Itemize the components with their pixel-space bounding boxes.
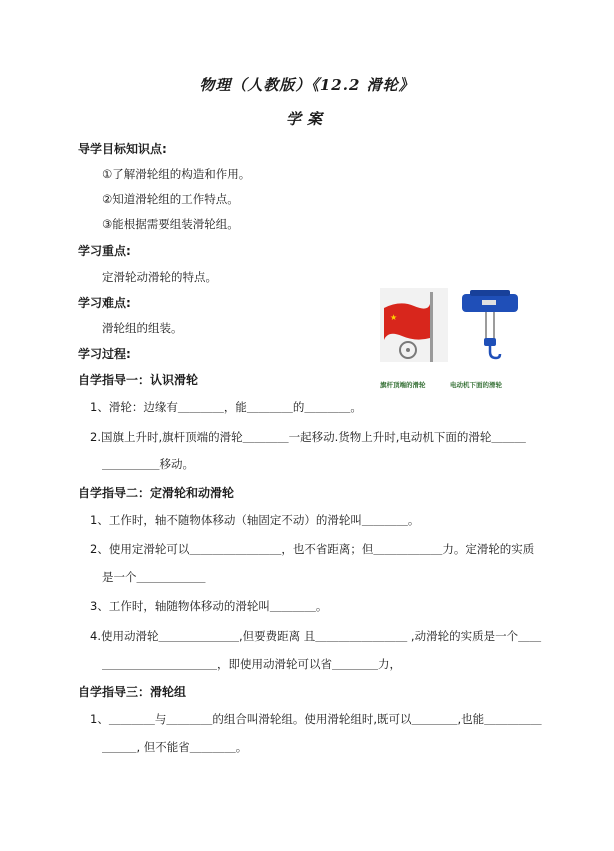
question-line: ＿＿＿＿＿＿＿＿＿＿，即使用动滑轮可以省＿＿＿＿力， [102, 657, 401, 671]
goals-heading: 导学目标知识点: [78, 142, 167, 156]
electric-hoist-image [456, 288, 524, 362]
difficulty-heading: 学习难点: [78, 296, 131, 310]
svg-text:★: ★ [390, 313, 398, 322]
figure-caption-left: 旗杆顶端的滑轮 [380, 381, 426, 389]
question-line: ＿＿＿＿＿移动。 [102, 457, 194, 471]
figure-caption-right: 电动机下面的滑轮 [450, 381, 502, 389]
question-line: 1、工作时，轴不随物体移动（轴固定不动）的滑轮叫＿＿＿＿。 [90, 513, 420, 527]
question-line: 1、滑轮：边缘有＿＿＿＿，能＿＿＿＿的＿＿＿＿。 [90, 400, 362, 414]
question-line: ＿＿＿, 但不能省＿＿＿＿。 [102, 740, 248, 754]
question-line: 4.使用动滑轮＿＿＿＿＿＿＿,但要费距离 且＿＿＿＿＿＿＿＿ ,动滑轮的实质是一个＿＿ [90, 629, 542, 643]
question-line: 是一个＿＿＿＿＿＿ [102, 570, 206, 584]
guide2-heading: 自学指导二：定滑轮和动滑轮 [78, 486, 235, 500]
difficulty-text: 滑轮组的组装。 [102, 321, 183, 335]
key-points-text: 定滑轮动滑轮的特点。 [102, 270, 217, 284]
pulley-figure [380, 288, 528, 390]
guide3-heading: 自学指导三：滑轮组 [78, 685, 187, 699]
flag-pulley-image [380, 288, 448, 362]
goal-item: ②知道滑轮组的工作特点。 [102, 192, 239, 206]
page-title: 物理（人教版）《12.2 滑轮》 [199, 76, 415, 94]
page-subtitle: 学案 [285, 110, 328, 128]
question-line: 2、使用定滑轮可以＿＿＿＿＿＿＿＿，也不省距离；但＿＿＿＿＿＿力。定滑轮的实质 [90, 542, 535, 556]
process-heading: 学习过程: [78, 347, 131, 361]
question-line: 1、＿＿＿＿与＿＿＿＿的组合叫滑轮组。使用滑轮组时,既可以＿＿＿＿,也能＿＿＿＿＿ [90, 712, 542, 726]
goal-item: ③能根据需要组装滑轮组。 [102, 217, 239, 231]
key-points-heading: 学习重点: [78, 244, 131, 258]
guide1-heading: 自学指导一：认识滑轮 [78, 373, 199, 387]
question-line: 2.国旗上升时,旗杆顶端的滑轮＿＿＿＿一起移动.货物上升时,电动机下面的滑轮＿＿＿ [90, 430, 526, 444]
question-line: 3、工作时，轴随物体移动的滑轮叫＿＿＿＿。 [90, 599, 328, 613]
goal-item: ①了解滑轮组的构造和作用。 [102, 167, 251, 181]
